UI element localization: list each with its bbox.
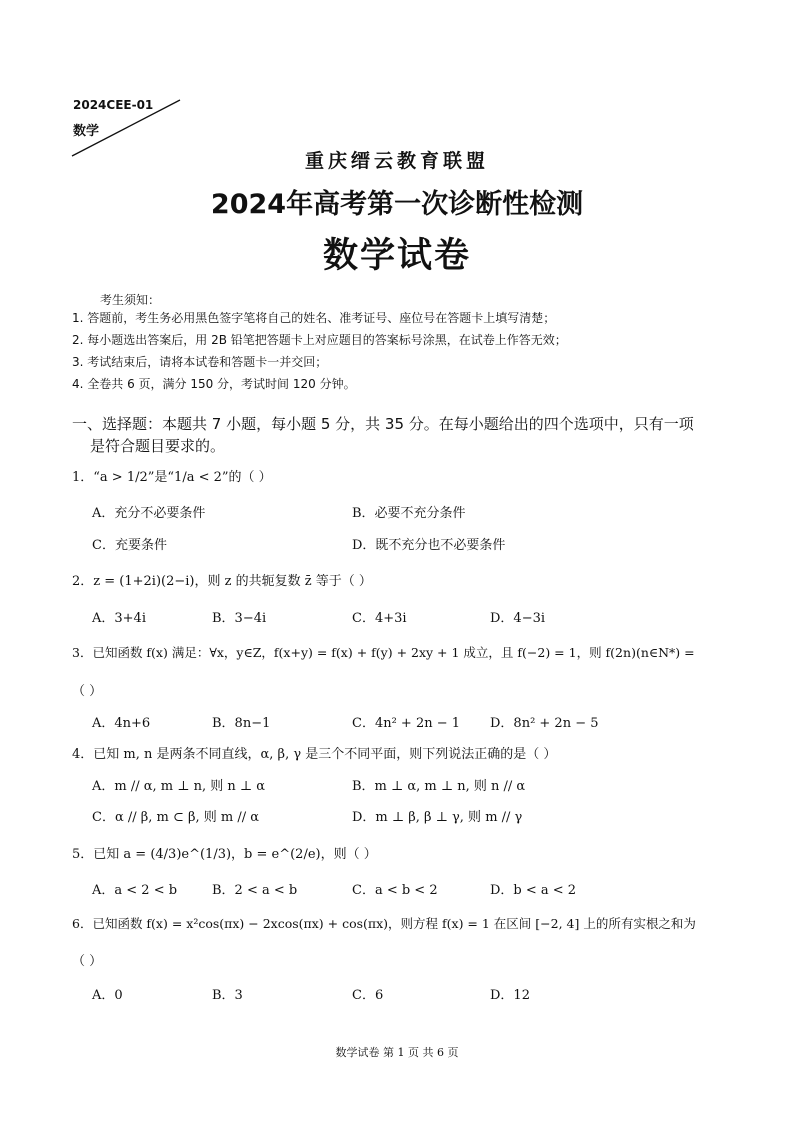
question-5-stem [72,843,377,862]
question-1-stem [72,466,272,485]
question-6-stem [72,914,722,932]
question-text: “a > 1/2”是“1/a < 2”的（ ） [93,470,272,485]
notice-item: 2. 每小题选出答案后，用 2B 铅笔把答题卡上对应题目的答案标号涂黑，在试卷上作答无效； [72,333,567,347]
question-number: 5． [72,847,94,862]
exam-title: 2024年高考第一次诊断性检测 [210,189,584,220]
question-1-option-b: B．必要不充分条件 [352,506,466,521]
question-1-option-d: D．既不充分也不必要条件 [352,538,506,553]
question-6-stem-cont: （ ） [72,954,103,969]
question-3-option-a: A．4n+6 [92,716,151,731]
notice-item: 1. 答题前，考生务必用黑色签字笔将自己的姓名、准考证号、座位号在答题卡上填写清楚； [72,311,556,325]
paper-code: 2024CEE-01 [73,98,154,112]
question-6-option-d: D．12 [490,988,530,1003]
question-3-option-d: D．8n² + 2n − 5 [490,716,599,731]
question-text: 已知 a = (4/3)e^(1/3)，b = e^(2/e)，则（ ） [93,847,377,862]
paper-title: 数学试卷 [322,236,471,276]
question-number: 6． [72,916,93,931]
page-footer: 数学试卷 第 1 页 共 6 页 [335,1046,459,1059]
subject-tag: 数学 [73,124,100,139]
question-2-option-a: A．3+4i [92,611,146,626]
question-3-stem [72,643,722,661]
question-2-option-b: B．3−4i [212,611,267,626]
question-2-option-c: C．4+3i [352,611,407,626]
question-5-option-d: D．b < a < 2 [490,883,577,898]
question-4-option-a: A．m // α, m ⊥ n, 则 n ⊥ α [92,779,266,794]
question-4-stem [72,743,556,762]
question-4-option-c: C．α // β, m ⊂ β, 则 m // α [92,810,260,825]
question-text: z = (1+2i)(2−i)，则 z 的共轭复数 z̄ 等于（ ） [93,574,372,589]
question-number: 2． [72,574,94,589]
question-text: 已知函数 f(x) 满足：∀x，y∈Z，f(x+y) = f(x) + f(y) + 2xy + 1 成立，且 f(−2) = 1，则 f(2n)(n∈N*) = [92,645,695,660]
question-number: 1． [72,470,94,485]
question-4-option-d: D．m ⊥ β, β ⊥ γ, 则 m // γ [352,810,523,825]
notice-item: 3. 考试结束后，请将本试卷和答题卡一并交回； [72,355,328,369]
question-3-stem-cont: （ ） [72,684,103,699]
question-1-option-a: A．充分不必要条件 [92,506,206,521]
question-number: 3． [72,645,93,660]
question-4-option-b: B．m ⊥ α, m ⊥ n, 则 n // α [352,779,526,794]
question-6-option-b: B．3 [212,988,243,1003]
question-1-option-c: C．充要条件 [92,538,167,553]
question-2-stem [72,570,372,589]
notice-item: 4. 全卷共 6 页，满分 150 分，考试时间 120 分钟。 [72,377,356,391]
organization-title: 重庆缙云教育联盟 [304,150,489,172]
question-text: 已知 m, n 是两条不同直线，α, β, γ 是三个不同平面，则下列说法正确的是（ ） [93,747,557,762]
question-5-option-a: A．a < 2 < b [92,883,178,898]
question-2-option-d: D．4−3i [490,611,546,626]
question-3-option-c: C．4n² + 2n − 1 [352,716,461,731]
question-5-option-c: C．a < b < 2 [352,883,438,898]
section-heading: 一、选择题：本题共 7 小题，每小题 5 分，共 35 分。在每小题给出的四个选项中，只有一项 [72,415,694,433]
question-5-option-b: B．2 < a < b [212,883,298,898]
section-heading-cont: 是符合题目要求的。 [90,437,226,455]
question-6-option-c: C．6 [352,988,384,1003]
question-text: 已知函数 f(x) = x²cos(πx) − 2xcos(πx) + cos(πx)，则方程 f(x) = 1 在区间 [−2, 4] 上的所有实根之和为 [92,916,696,931]
question-6-option-a: A．0 [92,988,123,1003]
question-3-option-b: B．8n−1 [212,716,271,731]
question-number: 4． [72,747,94,762]
notice-heading: 考生须知： [100,293,161,307]
